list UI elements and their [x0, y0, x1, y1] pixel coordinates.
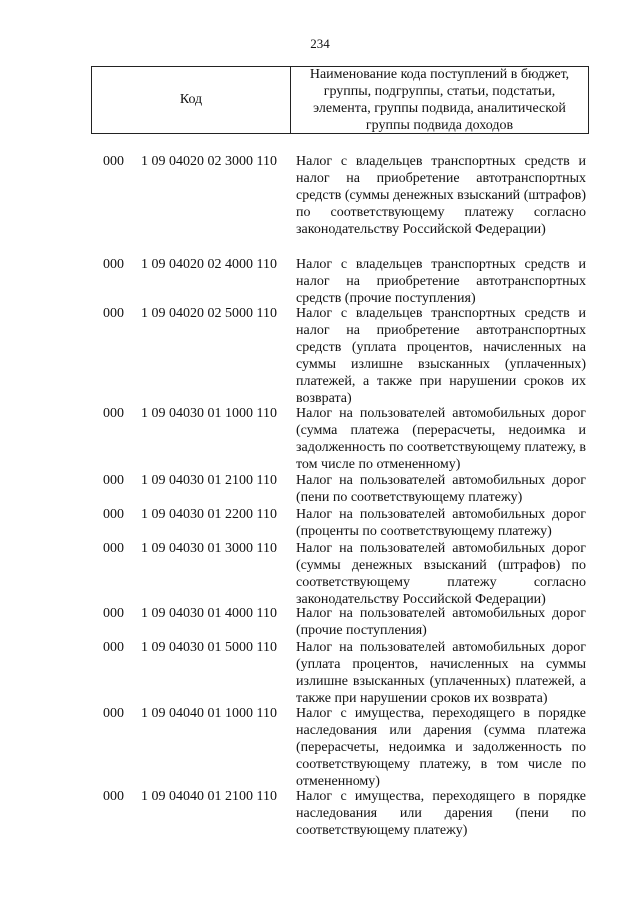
page-number: 234 [310, 36, 330, 51]
admin-code: 000 [103, 306, 124, 321]
income-name: Налог с имущества, переходящего в порядке наследования или дарения (пени по соответствующему платежу) [296, 789, 586, 838]
admin-code: 000 [103, 257, 124, 272]
header-name-label: Наименование кода поступлений в бюджет, группы, подгруппы, статьи, подстатьи, элемента, группы подвида, аналитической группы подвида доходов [309, 67, 570, 133]
budget-code: 1 09 04030 01 1000 110 [141, 406, 277, 421]
income-name: Налог с владельцев транспортных средств и налог на приобретение автотранспортных средств (суммы денежных взысканий (штрафов) по соответствующему платежу согласно законодательству Российской Федерации) [296, 154, 586, 237]
admin-code: 000 [103, 473, 124, 488]
admin-code: 000 [103, 606, 124, 621]
admin-code: 000 [103, 789, 124, 804]
budget-code: 1 09 04040 01 1000 110 [141, 706, 277, 721]
budget-code: 1 09 04020 02 4000 110 [141, 257, 277, 272]
budget-code: 1 09 04040 01 2100 110 [141, 789, 277, 804]
income-name: Налог с владельцев транспортных средств и налог на приобретение автотранспортных средств (прочие поступления) [296, 257, 586, 306]
budget-code: 1 09 04030 01 2200 110 [141, 507, 277, 522]
header-code-label: Код [92, 67, 291, 133]
admin-code: 000 [103, 541, 124, 556]
budget-code: 1 09 04030 01 2100 110 [141, 473, 277, 488]
income-name: Налог на пользователей автомобильных дорог (уплата процентов, начисленных на суммы излишне взысканных (уплаченных) платежей, а также при нарушении сроков их возврата) [296, 640, 586, 706]
admin-code: 000 [103, 640, 124, 655]
income-name: Налог на пользователей автомобильных дорог (суммы денежных взысканий (штрафов) по соответствующему платежу согласно законодательству Российской Федерации) [296, 541, 586, 607]
budget-code: 1 09 04020 02 3000 110 [141, 154, 277, 169]
income-name: Налог на пользователей автомобильных дорог (сумма платежа (перерасчеты, недоимка и задолженность по соответствующему платежу, в том числе по отмененному) [296, 406, 586, 472]
income-name: Налог с имущества, переходящего в порядке наследования или дарения (сумма платежа (перерасчеты, недоимка и задолженность по соответствующему платежу, в том числе по отмененному) [296, 706, 586, 789]
budget-code: 1 09 04020 02 5000 110 [141, 306, 277, 321]
income-name: Налог на пользователей автомобильных дорог (пени по соответствующему платежу) [296, 473, 586, 505]
budget-code: 1 09 04030 01 3000 110 [141, 541, 277, 556]
admin-code: 000 [103, 507, 124, 522]
budget-code: 1 09 04030 01 5000 110 [141, 640, 277, 655]
admin-code: 000 [103, 706, 124, 721]
admin-code: 000 [103, 154, 124, 169]
income-name: Налог на пользователей автомобильных дорог (прочие поступления) [296, 606, 586, 638]
budget-code: 1 09 04030 01 4000 110 [141, 606, 277, 621]
income-name: Налог с владельцев транспортных средств и налог на приобретение автотранспортных средств (уплата процентов, начисленных на суммы излишне взысканных (уплаченных) платежей, а также при нарушении сроков их возврата) [296, 306, 586, 406]
income-name: Налог на пользователей автомобильных дорог (проценты по соответствующему платежу) [296, 507, 586, 539]
admin-code: 000 [103, 406, 124, 421]
